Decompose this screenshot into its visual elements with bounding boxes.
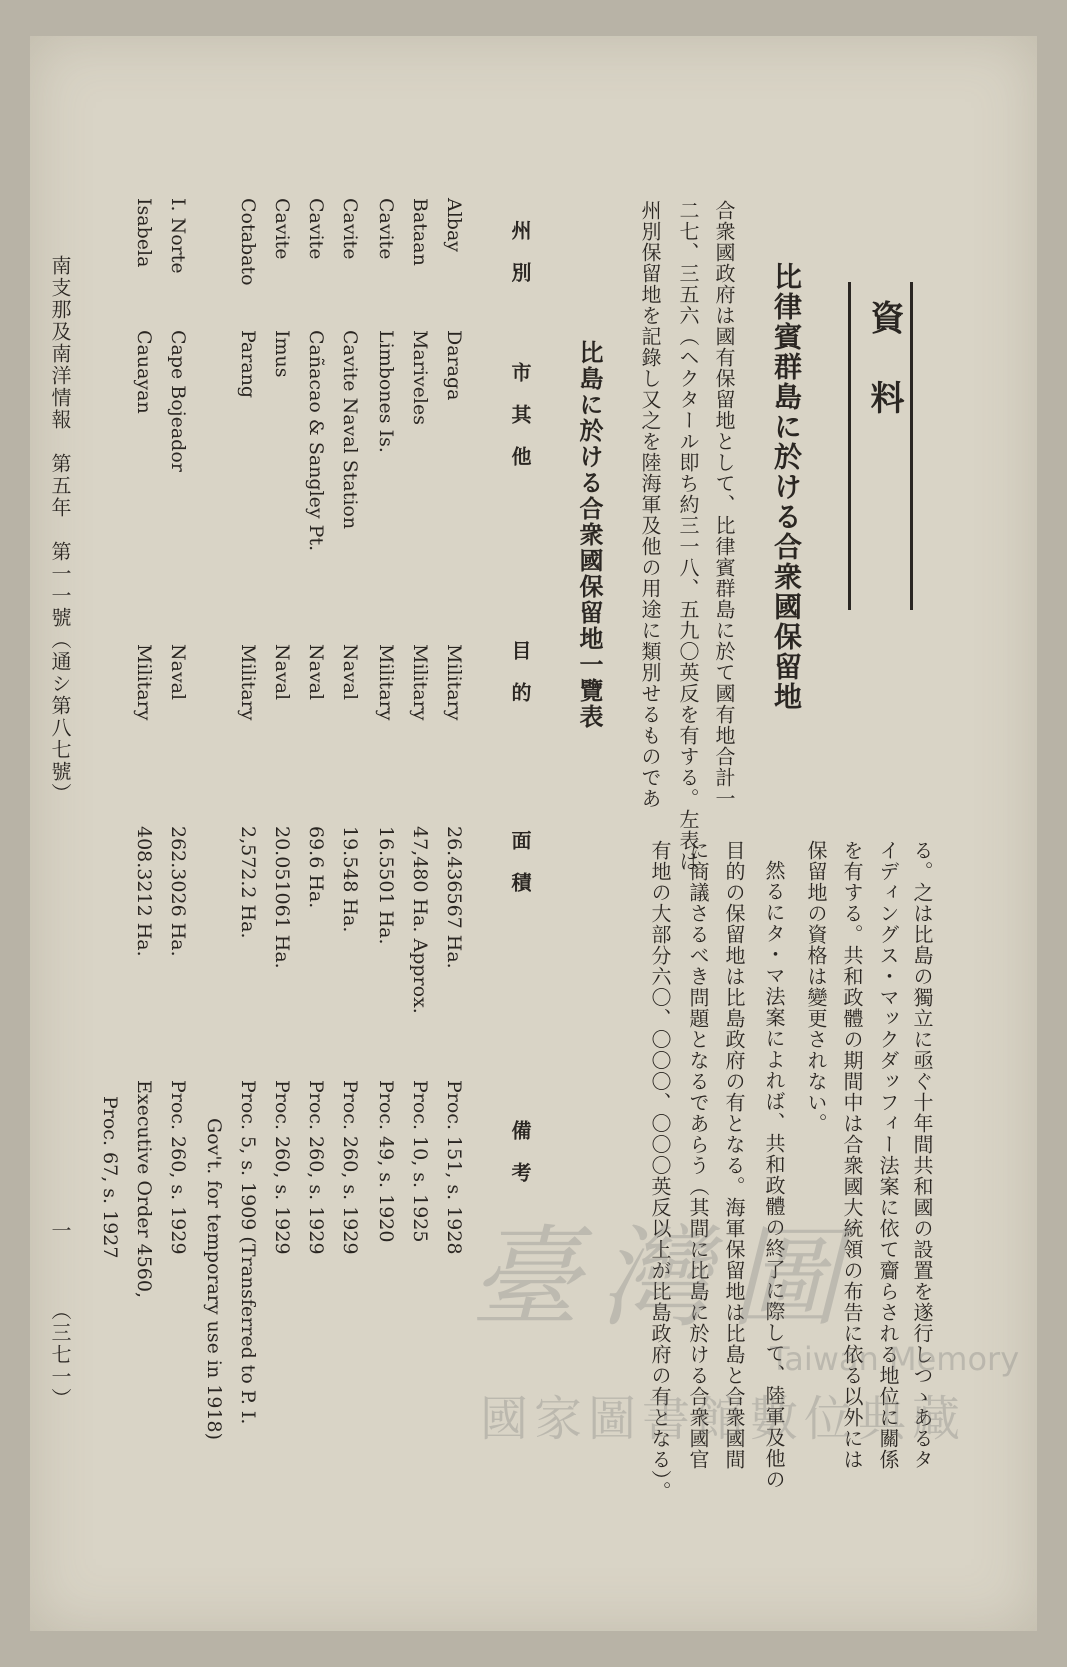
table-cell-remarks: Proc. 67, s. 1927: [99, 1096, 121, 1259]
table-cell-remarks: Proc. 10, s. 1925: [409, 1080, 431, 1243]
table-cell-remarks: Proc. 49, s. 1920: [375, 1080, 397, 1243]
prior-text-line: を有する。共和政體の期間中は合衆國大統領の布告に依る以外には: [840, 840, 864, 1470]
table-cell-area: 19.548 Ha.: [339, 826, 361, 933]
prior-text-line: 保留地の資格は變更されない。: [804, 840, 828, 1134]
header-area: 面積: [508, 830, 532, 914]
page-number: （三七一）: [48, 1300, 72, 1410]
table-cell-area: 408.3212 Ha.: [133, 826, 155, 957]
table-cell-town: Cape Bojeador: [167, 330, 189, 472]
prior-text-line: に商議さるべき問題となるであらう（其間に比島に於ける合衆國官: [686, 840, 710, 1470]
table-cell-purpose: Military: [375, 644, 397, 721]
table-cell-province: Albay: [443, 198, 465, 253]
prior-text-line: 然るにタ・マ法案によれば、共和政體の終了に際して、陸軍及他の: [762, 860, 786, 1490]
header-purpose: 目的: [508, 640, 532, 724]
table-cell-purpose: Naval: [167, 644, 189, 701]
table-cell-province: Cavite: [271, 198, 293, 260]
table-cell-remarks: Gov't. for temporary use in 1918): [203, 1118, 225, 1441]
prior-text-line: 目的の保留地は比島政府の有となる。海軍保留地は比島と合衆國間: [722, 840, 746, 1470]
table-cell-town: Daraga: [443, 330, 465, 401]
table-cell-purpose: Military: [237, 644, 259, 721]
watermark-subtitle: 國家圖書館數位典藏: [480, 1391, 967, 1447]
table-title: 比島に於ける合衆國保留地一覽表: [575, 340, 604, 730]
table-cell-town: Cañacao & Sangley Pt.: [305, 330, 327, 552]
table-cell-purpose: Military: [443, 644, 465, 721]
table-cell-town: Mariveles: [409, 330, 431, 425]
page-mark: 一: [48, 1220, 72, 1242]
section-rule-left: [848, 282, 851, 610]
table-cell-purpose: Naval: [339, 644, 361, 701]
table-cell-remarks: Executive Order 4560,: [133, 1080, 155, 1299]
header-province: 州別: [508, 220, 532, 304]
section-rule-right: [910, 282, 913, 610]
table-cell-remarks: Proc. 260, s. 1929: [167, 1080, 189, 1255]
prior-text-line: イディングス・マックダッフィー法案に依て齎らされる地位に關係: [876, 840, 900, 1470]
header-town: 市其他: [508, 362, 532, 488]
table-cell-purpose: Naval: [305, 644, 327, 701]
table-cell-area: 69.6 Ha.: [305, 826, 327, 909]
table-cell-area: 47,480 Ha. Approx.: [409, 826, 431, 1014]
prior-text-line: 有地の大部分六〇、〇〇〇、〇〇〇英反以上が比島政府の有となる）。: [648, 840, 672, 1502]
intro-text-line: 州別保留地を記錄し又之を陸海軍及他の用途に類別せるものであ: [638, 200, 662, 809]
table-cell-purpose: Naval: [271, 644, 293, 701]
table-cell-province: Cavite: [305, 198, 327, 260]
table-cell-area: 262.3026 Ha.: [167, 826, 189, 957]
watermark-english: Taiwan Memory: [770, 1340, 1020, 1378]
table-cell-area: 26.436567 Ha.: [443, 826, 465, 969]
table-cell-remarks: Proc. 260, s. 1929: [271, 1080, 293, 1255]
watermark-logo: 臺灣圖: [470, 1214, 860, 1342]
table-cell-remarks: Proc. 5, s. 1909 (Transferred to P. I.: [237, 1080, 259, 1425]
page-title: 比律賓群島に於ける合衆國保留地: [770, 262, 803, 712]
table-cell-town: Parang: [237, 330, 259, 399]
table-cell-province: Cavite: [339, 198, 361, 260]
table-cell-purpose: Military: [133, 644, 155, 721]
table-cell-remarks: Proc. 260, s. 1929: [305, 1080, 327, 1255]
header-remarks: 備考: [508, 1120, 532, 1204]
table-cell-town: Cavite Naval Station: [339, 330, 361, 530]
table-cell-remarks: Proc. 151, s. 1928: [443, 1080, 465, 1255]
table-cell-province: Cotabato: [237, 198, 259, 286]
table-cell-province: I. Norte: [167, 198, 189, 274]
prior-text-line: る。之は比島の獨立に亟ぐ十年間共和國の設置を遂行しつゝあるタ: [910, 840, 934, 1470]
table-cell-area: 2,572.2 Ha.: [237, 826, 259, 939]
table-cell-purpose: Military: [409, 644, 431, 721]
journal-footer: 南支那及南洋情報 第五年 第一一號（通シ第八七號）: [48, 255, 72, 805]
table-cell-area: 16.5501 Ha.: [375, 826, 397, 945]
table-cell-province: Cavite: [375, 198, 397, 260]
table-cell-province: Bataan: [409, 198, 431, 266]
section-label: 資 料: [864, 300, 904, 420]
table-cell-town: Cauayan: [133, 330, 155, 414]
table-cell-province: Isabela: [133, 198, 155, 268]
table-cell-area: 20.051061 Ha.: [271, 826, 293, 969]
intro-text-line: 二七、三五六（ヘクタール即ち約三一八、五九〇英反を有する。左表は: [676, 200, 700, 872]
table-cell-remarks: Proc. 260, s. 1929: [339, 1080, 361, 1255]
table-cell-town: Imus: [271, 330, 293, 378]
intro-text-line: 合衆國政府は國有保留地として、比律賓群島に於て國有地合計一: [712, 200, 736, 809]
table-cell-town: Limbones Is.: [375, 330, 397, 453]
